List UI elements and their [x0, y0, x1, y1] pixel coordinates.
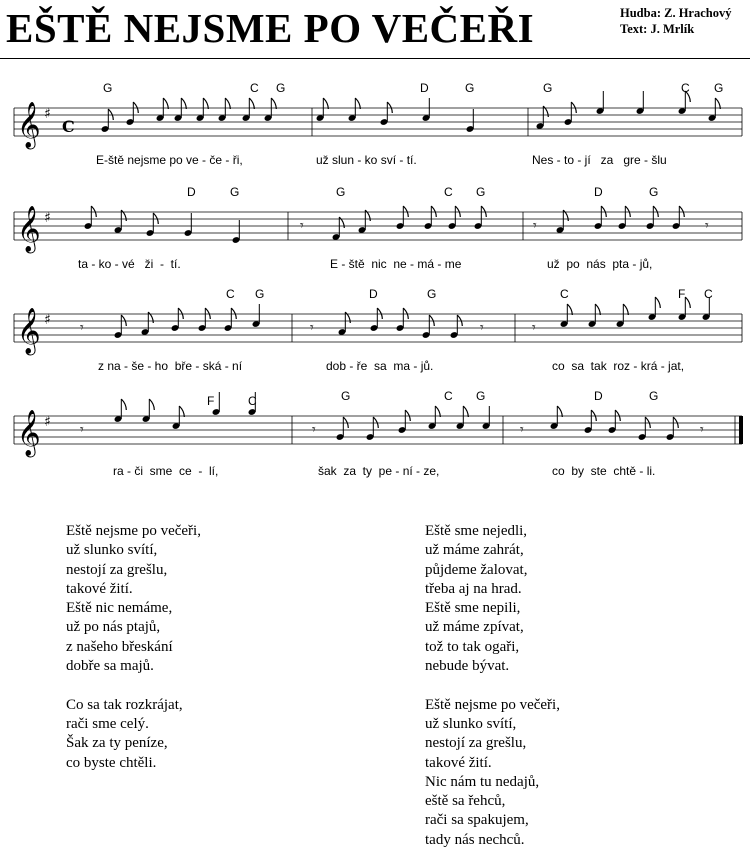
note-flag [163, 98, 168, 109]
lyric-line: ra - či sme ce - lí, [113, 464, 219, 478]
note-flag [567, 304, 572, 315]
music-system-2 [0, 180, 750, 280]
svg-text:𝄞: 𝄞 [17, 206, 41, 252]
music-system-4 [0, 384, 750, 484]
verse-line: už slunko svítí, [66, 542, 158, 559]
note-flag [121, 315, 126, 326]
chord: G [276, 81, 286, 95]
rest-symbol: 𝄾 [310, 320, 314, 336]
svg-text:𝄞: 𝄞 [17, 308, 41, 354]
lyric-line: co by ste chtě - li. [552, 464, 656, 478]
chord: G [476, 185, 486, 199]
note-flag [205, 308, 210, 319]
note-flag [91, 206, 96, 217]
note-flag [715, 98, 720, 109]
note-flag [429, 315, 434, 326]
music-system-3 [0, 282, 750, 382]
chord: G [336, 185, 346, 199]
svg-text:𝄞: 𝄞 [17, 102, 41, 148]
verse-line: dobře sa majů. [66, 658, 154, 675]
note-flag [623, 304, 628, 315]
music-system-1 [0, 76, 750, 176]
chord: G [465, 81, 475, 95]
chord: F [207, 394, 215, 408]
note-flag [373, 417, 378, 428]
note-flag [355, 98, 360, 109]
chord: D [369, 287, 378, 301]
lyric-line: dob - ře sa ma - jů. [326, 359, 434, 373]
verse-line: půjdeme žalovat, [425, 561, 528, 578]
verse-line: už máme zpívat, [425, 619, 524, 636]
verse-line: už po nás ptajů, [66, 619, 161, 636]
lyric-line: co sa tak roz - krá - jat, [552, 359, 685, 373]
rest-symbol: 𝄾 [532, 320, 536, 336]
lyric-line: E - ště nic ne - má - me [330, 257, 462, 271]
chord: D [187, 185, 196, 199]
song-title: EŠTĚ NEJSME PO VEČEŘI [6, 5, 535, 51]
note-flag [685, 91, 690, 102]
note-flag [645, 417, 650, 428]
chord: G [103, 81, 113, 95]
note-flag [673, 417, 678, 428]
verse-line: Šak za ty peníze, [66, 735, 168, 752]
chord: C [560, 287, 569, 301]
verse-line: Eště sme nejedli, [425, 523, 528, 539]
note-flag [463, 406, 468, 417]
note-flag [121, 399, 126, 410]
stanza-gap [66, 676, 201, 695]
rest-symbol: 𝄾 [520, 422, 524, 438]
verse-column-right [425, 522, 560, 850]
svg-text:♯: ♯ [44, 414, 51, 430]
text-credit: Text: J. Mrlík [620, 22, 695, 36]
verse-line: takové žití. [66, 580, 133, 597]
note-flag [601, 206, 606, 217]
chord: F [678, 287, 686, 301]
verse-line: Co sa tak rozkrájat, [66, 696, 183, 713]
note-flag [149, 399, 154, 410]
lyric-line: šak za ty pe - ní - ze, [318, 464, 440, 478]
note-flag [481, 206, 486, 217]
note-flag [323, 98, 328, 109]
svg-text:C: C [62, 117, 75, 136]
verse-line: nestojí za grešlu, [425, 735, 527, 752]
chord: G [255, 287, 265, 301]
rest-symbol: 𝄾 [80, 320, 84, 336]
note-flag [133, 102, 138, 113]
note-flag [591, 410, 596, 421]
note-flag [271, 98, 276, 109]
chord: G [543, 81, 553, 95]
note-flag [377, 308, 382, 319]
verse-line: z našeho břeskání [66, 638, 173, 655]
svg-text:♯: ♯ [44, 210, 51, 226]
verse-line: Eště nic nemáme, [66, 600, 173, 617]
note-flag [457, 315, 462, 326]
note-flag [557, 406, 562, 417]
chord: G [341, 389, 351, 403]
note-flag [679, 206, 684, 217]
rest-symbol: 𝄾 [480, 320, 484, 336]
rest-symbol: 𝄾 [80, 422, 84, 438]
chord: G [230, 185, 240, 199]
title-rule [0, 58, 750, 59]
rest-symbol: 𝄾 [700, 422, 704, 438]
note-flag [435, 406, 440, 417]
lyric-line: ta - ko - vé ži - tí. [78, 257, 181, 271]
note-flag [181, 98, 186, 109]
verse-line: Eště sme nepili, [425, 600, 521, 617]
note-flag [403, 308, 408, 319]
chord: G [476, 389, 486, 403]
note-flag [431, 206, 436, 217]
chord: C [444, 185, 453, 199]
lyric-line: už po nás pta - jů, [547, 257, 653, 271]
note-flag [615, 410, 620, 421]
note-flag [403, 206, 408, 217]
note-flag [108, 109, 113, 120]
note-flag [685, 297, 690, 308]
note-flag [153, 213, 158, 224]
chord: C [704, 287, 713, 301]
note-flag [203, 98, 208, 109]
verse-line: Nic nám tu nedajů, [425, 773, 540, 790]
verse-line: rači sa spakujem, [425, 812, 529, 829]
note-flag [655, 297, 660, 308]
verse-line: tož to tak ogaři, [425, 638, 520, 655]
verse-line: Eště nejsme po večeři, [66, 523, 201, 539]
chord: C [681, 81, 690, 95]
verse-line: co byste chtěli. [66, 754, 157, 771]
stanza-gap [425, 676, 560, 695]
chord: G [427, 287, 437, 301]
verse-line: Eště nejsme po večeři, [425, 696, 560, 713]
svg-text:𝄞: 𝄞 [17, 410, 41, 456]
note-flag [571, 102, 576, 113]
note-flag [387, 102, 392, 113]
lyric-line: E-ště nejsme po ve - če - ři, [96, 153, 243, 167]
note-flag [249, 98, 254, 109]
note-flag [225, 98, 230, 109]
rest-symbol: 𝄾 [705, 218, 709, 234]
chord: C [250, 81, 259, 95]
chord: G [649, 185, 659, 199]
verse-line: rači sme celý. [66, 715, 149, 732]
note-flag [455, 206, 460, 217]
lyric-line: z na - še - ho bře - ská - ní [98, 359, 243, 373]
note-flag [343, 417, 348, 428]
verse-column-left [66, 522, 201, 773]
lyric-line: už slun - ko sví - tí. [316, 153, 417, 167]
svg-text:♯: ♯ [44, 106, 51, 122]
chord: D [594, 185, 603, 199]
verse-line: nebude bývat. [425, 658, 510, 675]
lyric-line: Nes - to - jí za gre - šlu [532, 153, 667, 167]
verse-line: třeba aj na hrad. [425, 580, 522, 597]
note-flag [653, 206, 658, 217]
note-flag [178, 308, 183, 319]
chord: C [226, 287, 235, 301]
note-flag [405, 410, 410, 421]
note-flag [595, 304, 600, 315]
rest-symbol: 𝄾 [312, 422, 316, 438]
rest-symbol: 𝄾 [300, 218, 304, 234]
chord: D [420, 81, 429, 95]
note-flag [179, 406, 184, 417]
note-flag [625, 206, 630, 217]
chord: C [444, 389, 453, 403]
chord: G [649, 389, 659, 403]
verse-line: nestojí za grešlu, [66, 561, 168, 578]
note-flag [231, 308, 236, 319]
svg-text:♯: ♯ [44, 312, 51, 328]
chord: C [248, 394, 257, 408]
music-credit: Hudba: Z. Hrachový [620, 6, 732, 20]
rest-symbol: 𝄾 [533, 218, 537, 234]
verse-line: už slunko svítí, [425, 715, 517, 732]
chord: G [714, 81, 724, 95]
verse-line: už máme zahrát, [425, 542, 524, 559]
verse-line: eště sa řehců, [425, 793, 506, 810]
verse-line: tady nás nechců. [425, 831, 525, 848]
chord: D [594, 389, 603, 403]
verse-line: takové žití. [425, 754, 492, 771]
